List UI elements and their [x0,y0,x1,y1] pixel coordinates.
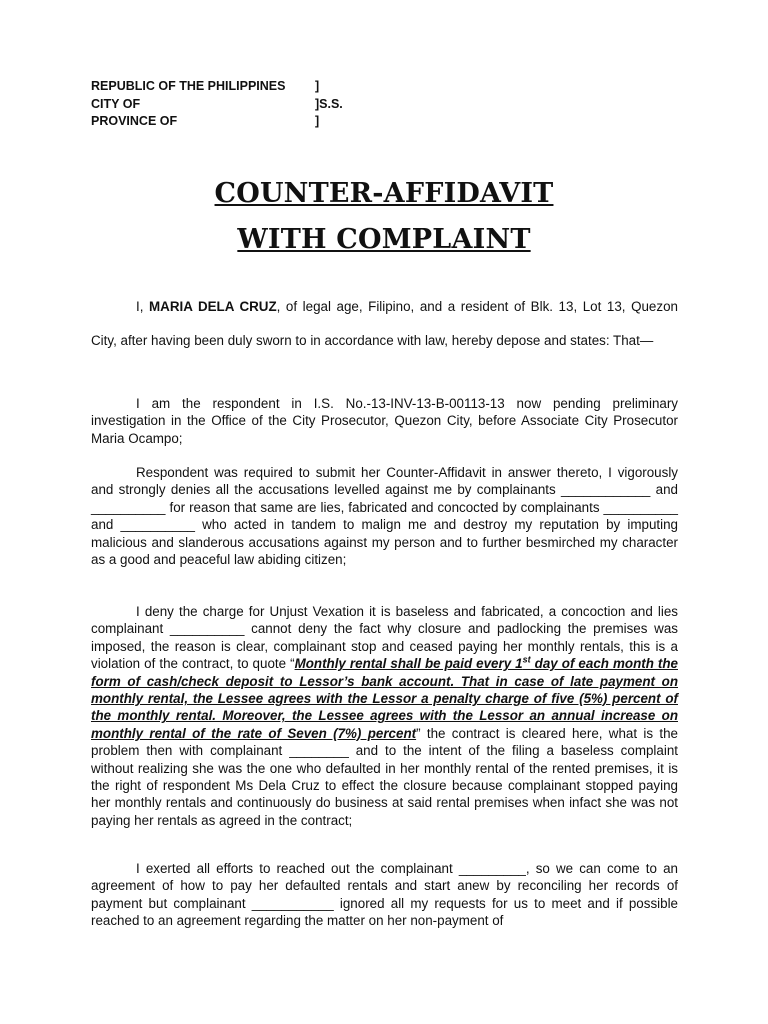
venue-row [91,113,343,131]
quote-part-a: Monthly rental shall be paid every 1 [294,656,523,672]
quote-part-b: day of each month the form of cash/check deposit to Lessor’s bank account. That in case of late payment on monthly rental, the Lessee agrees with the Lessor a penalty charge of five (5%) percent of the monthly rental. Moreover, the Lessee agrees with the Lessor an annual increase on monthly rental of the rate of Seven (7%) percent [91,656,678,741]
p5-text: I exerted all efforts to reached out the complainant _________, so we can come to an agreement of how to pay her defaulted rentals and start anew by reconciling her records of payment but complainant ___________ ignored all my requests for us to meet and if possible reached to an agreement regarding the matter on her non-payment of [91,861,678,929]
venue-label: CITY OF [91,96,141,111]
p3-text: Respondent was required to submit her Counter-Affidavit in answer thereto, I vigorously and strongly denies all the accusations levelled against me by complainants ____________ and __________ for reason that same are lies, fabricated and concocted by complainants __________ and __________ who acted in tandem to malign me and destroy my reputation by imputing malicious and slanderous accusations against my person and to further besmirched my character as a good and peaceful law abiding citizen; [91,465,678,568]
quote-superscript: st [522,654,531,665]
venue-header [91,78,343,131]
paragraph-efforts [91,860,678,930]
venue-label: PROVINCE OF [91,114,178,128]
venue-row [91,78,343,96]
venue-row [91,96,343,114]
paragraph-affiant [91,290,678,357]
paragraph-denial [91,464,678,568]
paragraph-unjust-vexation [91,603,678,829]
title-line-2: WITH COMPLAINT [237,224,531,255]
title-line-1: COUNTER-AFFIDAVIT [214,178,554,209]
venue-mark: ] [315,79,320,93]
p1-rest: , of legal age, Filipino, and a resident of Blk. 13, Lot 13, Quezon City, after having been duly sworn to in accordance with law, hereby depose and states: That— [91,299,678,348]
p1-start: I, [136,299,149,314]
venue-mark: ] [315,114,320,128]
document-title [0,171,768,263]
p2-text: I am the respondent in I.S. No.-13-INV-13-B-00113-13 now pending preliminary investigation in the Office of the City Prosecutor, Quezon City, before Associate City Prosecutor Maria Ocampo; [91,396,678,446]
venue-mark: ]S.S. [315,96,343,111]
p4-after: ” the contract is cleared here, what is the problem then with complainant ________ and to the intent of the filing a baseless complaint without realizing she was the one who defaulted in her monthly rental of the rented premises, it is the right of respondent Ms Dela Cruz to effect the closure because complainant stopped paying her monthly rentals and continuously do business at said rental premises when infact she was not paying her rentals as agreed in the contract; [91,725,679,828]
paragraph-respondent [91,395,678,447]
p4-before: I deny the charge for Unjust Vexation it is baseless and fabricated, a concoction and lies complainant __________ cannot deny the fact why closure and padlocking the premises was imposed, the reason is clear, complainant stop and ceased paying her monthly rentals, this is a violation of the contract, to quote “ [91,604,678,672]
affiant-name: MARIA DELA CRUZ [149,299,277,314]
venue-label: REPUBLIC OF THE PHILIPPINES [91,79,286,93]
